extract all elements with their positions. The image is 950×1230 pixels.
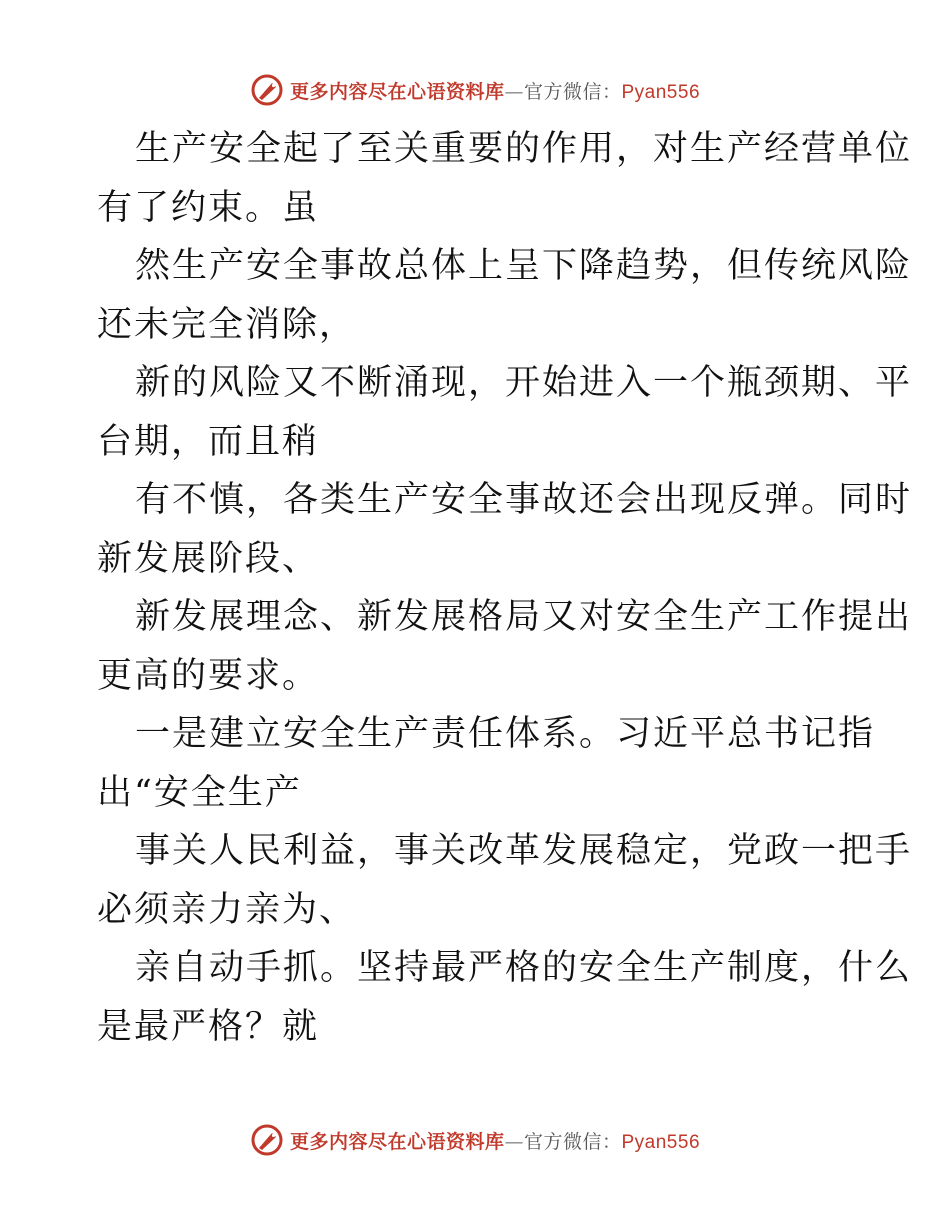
text-line: 出“安全生产 [97, 772, 302, 813]
text-line: 新的风险又不断涌现，开始进入一个瓶颈期、平 [135, 363, 913, 403]
footer-sub: 官方微信： [523, 1130, 622, 1153]
text-line: 更高的要求。 [97, 655, 320, 696]
footer-separator: — [504, 1130, 524, 1153]
header-wechat-id: Pyan556 [621, 81, 701, 103]
text-line: 台期，而且稍 [97, 421, 320, 462]
text-line: 事关人民利益，事关改革发展稳定，党政一把手 [135, 831, 913, 871]
text-line: 必须亲力亲为、 [97, 889, 357, 930]
text-line: 一是建立安全生产责任体系。习近平总书记指 [135, 714, 876, 754]
text-line: 生产安全起了至关重要的作用，对生产经营单位 [135, 129, 913, 169]
footer-banner [0, 1120, 950, 1160]
footer-wechat-id: Pyan556 [621, 1131, 701, 1153]
header-banner [0, 70, 950, 110]
document-body [97, 120, 913, 1056]
text-line: 有了约束。虽 [97, 187, 320, 228]
footer-text [290, 1127, 700, 1154]
text-line: 有不慎，各类生产安全事故还会出现反弹。同时 [135, 480, 913, 520]
header-text [290, 77, 700, 104]
header-sub: 官方微信： [523, 80, 622, 103]
text-line: 是最严格？就 [97, 1006, 320, 1047]
header-separator: — [504, 80, 524, 103]
footer-main: 更多内容尽在心语资料库 [289, 1130, 505, 1153]
text-line: 新发展阶段、 [97, 538, 320, 579]
text-line: 还未完全消除， [97, 304, 357, 345]
pen-nib-circle-icon [250, 1123, 284, 1157]
text-line: 新发展理念、新发展格局又对安全生产工作提出 [135, 597, 913, 637]
text-line: 亲自动手抓。坚持最严格的安全生产制度，什么 [135, 948, 913, 988]
header-main: 更多内容尽在心语资料库 [289, 80, 505, 103]
text-line: 然生产安全事故总体上呈下降趋势，但传统风险 [135, 246, 913, 286]
pen-nib-circle-icon [250, 73, 284, 107]
